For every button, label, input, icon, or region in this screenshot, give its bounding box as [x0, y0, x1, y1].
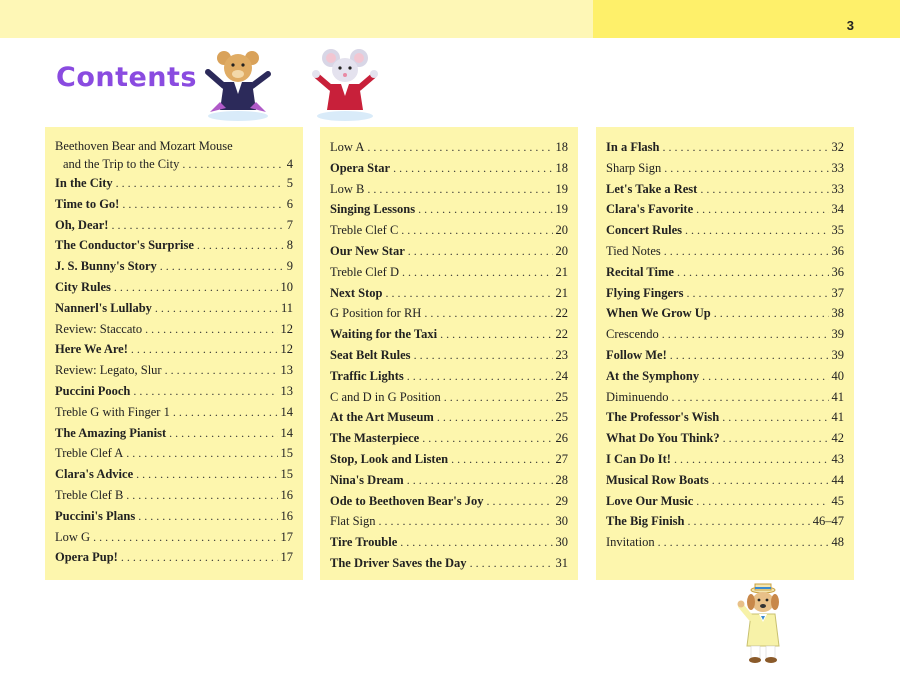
leader-dots	[136, 464, 277, 485]
bear-conductor-illustration	[200, 46, 276, 122]
toc-entry-page: 25	[555, 410, 568, 425]
toc-entry[interactable]	[330, 407, 568, 428]
toc-entry[interactable]	[55, 423, 293, 444]
toc-entry-title: Low B	[330, 181, 365, 196]
toc-entry[interactable]	[606, 303, 844, 324]
toc-entry[interactable]	[330, 220, 568, 241]
toc-entry-title: Traffic Lights	[330, 368, 404, 383]
leader-dots	[133, 381, 277, 402]
toc-entry-page: 45	[831, 493, 844, 508]
toc-entry[interactable]	[330, 553, 568, 574]
toc-entry-page: 21	[555, 285, 568, 300]
toc-entry-page: 27	[555, 451, 568, 466]
toc-column-2	[320, 127, 578, 580]
toc-entry-page: 21	[555, 264, 568, 279]
toc-entry-page: 42	[831, 431, 844, 446]
toc-entry-page: 38	[831, 306, 844, 321]
toc-entry[interactable]	[330, 366, 568, 387]
toc-entry[interactable]	[606, 241, 844, 262]
toc-entry-title: The Conductor's Surprise	[55, 238, 194, 253]
toc-entry-title: Opera Star	[330, 160, 391, 175]
toc-entry[interactable]	[606, 470, 844, 491]
toc-entry-page: 48	[831, 535, 844, 550]
leader-dots	[400, 532, 552, 553]
toc-entry[interactable]	[330, 303, 568, 324]
toc-entry-title: Flat Sign	[330, 514, 376, 529]
page-title: Contents	[56, 62, 198, 93]
toc-entry[interactable]	[55, 360, 293, 381]
toc-entry-title: When We Grow Up	[606, 306, 711, 321]
dog-illustration	[733, 582, 793, 664]
toc-entry[interactable]	[330, 449, 568, 470]
toc-entry-page: 7	[286, 217, 293, 232]
leader-dots	[685, 220, 828, 241]
toc-entry-page: 32	[831, 140, 844, 154]
leader-dots	[165, 360, 278, 381]
toc-entry[interactable]	[606, 179, 844, 200]
leader-dots	[122, 194, 283, 215]
toc-entry[interactable]	[330, 511, 568, 532]
toc-entry-title: Singing Lessons	[330, 202, 416, 217]
toc-entry[interactable]	[55, 485, 293, 506]
leader-dots	[414, 345, 553, 366]
toc-entry-page: 41	[831, 389, 844, 404]
leader-dots	[138, 506, 277, 527]
leader-dots	[664, 241, 829, 262]
leader-dots	[658, 532, 829, 553]
leader-dots	[407, 470, 553, 491]
toc-entry-page: 18	[555, 140, 568, 154]
toc-entry-page: 30	[555, 535, 568, 550]
toc-entry[interactable]	[55, 339, 293, 360]
toc-entry-title: Treble Clef C	[330, 223, 399, 238]
toc-entry[interactable]	[330, 283, 568, 304]
toc-entry-page: 19	[555, 181, 568, 196]
leader-dots	[116, 173, 284, 194]
leader-dots	[169, 423, 277, 444]
leader-dots	[379, 511, 553, 532]
toc-entry-page: 17	[280, 550, 293, 565]
toc-entry-page: 8	[286, 238, 293, 253]
toc-entry[interactable]	[606, 491, 844, 512]
toc-entry[interactable]	[55, 298, 293, 319]
leader-dots	[702, 366, 828, 387]
toc-entry-title: Waiting for the Taxi	[330, 327, 438, 342]
toc-entry-title: Puccini's Plans	[55, 508, 136, 523]
toc-entry[interactable]	[330, 324, 568, 345]
toc-entry-title: Flying Fingers	[606, 285, 684, 300]
toc-entry-title: G Position for RH	[330, 306, 422, 321]
toc-entry-page: 16	[280, 487, 293, 502]
leader-dots	[126, 485, 277, 506]
toc-entry[interactable]	[330, 199, 568, 220]
toc-entry-title: Review: Legato, Slur	[55, 363, 162, 378]
toc-entry-title: C and D in G Position	[330, 389, 441, 404]
toc-entry[interactable]	[55, 547, 293, 568]
leader-dots	[197, 235, 284, 256]
toc-entry[interactable]	[606, 407, 844, 428]
leader-dots	[696, 491, 828, 512]
leader-dots	[408, 241, 553, 262]
toc-entry-page: 9	[286, 259, 293, 274]
leader-dots	[670, 345, 829, 366]
toc-entry-title: Nina's Dream	[330, 472, 404, 487]
toc-entry-page: 20	[555, 243, 568, 258]
toc-entry-page: 30	[555, 514, 568, 529]
leader-dots	[674, 449, 829, 470]
toc-entry-title: Tire Trouble	[330, 535, 398, 550]
toc-entry[interactable]	[330, 158, 568, 179]
leader-dots	[700, 179, 828, 200]
toc-entry-title: Stop, Look and Listen	[330, 451, 449, 466]
toc-entry-page: 24	[555, 368, 568, 383]
toc-entry-title: The Big Finish	[606, 514, 685, 529]
toc-entry-title: Here We Are!	[55, 342, 128, 357]
toc-entry-page: 34	[831, 202, 844, 217]
toc-entry[interactable]	[606, 283, 844, 304]
leader-dots	[444, 387, 553, 408]
toc-entry[interactable]	[330, 491, 568, 512]
toc-entry[interactable]	[606, 199, 844, 220]
toc-entry-title: Oh, Dear!	[55, 217, 109, 232]
leader-dots	[664, 158, 828, 179]
leader-dots	[126, 443, 277, 464]
toc-entry-page: 25	[555, 389, 568, 404]
toc-entry[interactable]	[606, 324, 844, 345]
leader-dots	[688, 511, 810, 532]
toc-entry-page: 29	[555, 493, 568, 508]
leader-dots	[367, 137, 552, 158]
toc-entry-title: The Driver Saves the Day	[330, 555, 467, 570]
leader-dots	[155, 298, 278, 319]
toc-entry-title: Our New Star	[330, 243, 405, 258]
toc-entry-title: Review: Staccato	[55, 321, 143, 336]
leader-dots	[722, 407, 828, 428]
leader-dots	[451, 449, 552, 470]
toc-entry-page: 37	[831, 285, 844, 300]
toc-entry-title: Low A	[330, 140, 365, 154]
toc-entry-page: 11	[280, 300, 293, 315]
toc-entry-page: 43	[831, 451, 844, 466]
toc-entry-title: The Masterpiece	[330, 431, 420, 446]
toc-entry-page: 13	[280, 363, 293, 378]
leader-dots	[145, 319, 277, 340]
leader-dots	[111, 215, 283, 236]
leader-dots	[182, 155, 283, 173]
leader-dots	[672, 387, 829, 408]
toc-entry-title: Crescendo	[606, 327, 659, 342]
toc-entry[interactable]	[330, 532, 568, 553]
toc-entry-title: Concert Rules	[606, 223, 683, 238]
toc-entry-title: Time to Go!	[55, 196, 120, 211]
leader-dots	[401, 220, 552, 241]
toc-entry[interactable]	[606, 511, 844, 532]
toc-entry-title: At the Symphony	[606, 368, 700, 383]
toc-entry[interactable]	[330, 345, 568, 366]
leader-dots	[121, 547, 278, 568]
toc-entry-title: Seat Belt Rules	[330, 347, 411, 362]
toc-entry-page: 14	[280, 404, 293, 419]
toc-entry-page: 10	[280, 279, 293, 294]
toc-entry-title: Let's Take a Rest	[606, 181, 698, 196]
toc-entry[interactable]	[330, 470, 568, 491]
leader-dots	[686, 283, 828, 304]
toc-entry[interactable]	[55, 443, 293, 464]
toc-entry[interactable]	[55, 402, 293, 423]
leader-dots	[173, 402, 278, 423]
mouse-illustration	[309, 46, 381, 122]
toc-entry-page: 15	[280, 467, 293, 482]
leader-dots	[723, 428, 829, 449]
toc-entry-page: 36	[831, 243, 844, 258]
leader-dots	[663, 137, 829, 158]
leader-dots	[437, 407, 553, 428]
toc-entry[interactable]	[55, 506, 293, 527]
toc-entry-title: In a Flash	[606, 140, 660, 154]
toc-entry-page: 41	[831, 410, 844, 425]
toc-entry[interactable]	[606, 449, 844, 470]
toc-entry-page: 28	[555, 472, 568, 487]
toc-entry-title: Clara's Advice	[55, 467, 134, 482]
leader-dots	[418, 199, 552, 220]
toc-entry[interactable]	[606, 158, 844, 179]
toc-entry-title: Ode to Beethoven Bear's Joy	[330, 493, 484, 508]
leader-dots	[367, 179, 552, 200]
toc-entry-title: Love Our Music	[606, 493, 694, 508]
toc-entry[interactable]	[55, 235, 293, 256]
toc-entry-page: 46–47	[812, 514, 844, 529]
toc-entry-title: Treble G with Finger 1	[55, 404, 170, 419]
toc-entry[interactable]	[55, 464, 293, 485]
toc-entry-page: 31	[555, 555, 568, 570]
toc-column-3	[596, 127, 854, 580]
toc-entry-title: J. S. Bunny's Story	[55, 259, 157, 274]
toc-entry[interactable]	[55, 194, 293, 215]
toc-entry[interactable]	[330, 179, 568, 200]
toc-entry-page: 39	[831, 327, 844, 342]
toc-entry-title: Low G	[55, 529, 91, 544]
toc-entry-title: What Do You Think?	[606, 431, 720, 446]
toc-entry-title: In the City	[55, 176, 113, 190]
toc-entry-page: 44	[831, 472, 844, 487]
toc-entry[interactable]	[330, 428, 568, 449]
toc-entry-title: Nannerl's Lullaby	[55, 300, 152, 315]
leader-dots	[712, 470, 829, 491]
toc-entry[interactable]	[55, 527, 293, 548]
toc-entry-page: 40	[831, 368, 844, 383]
toc-entry-title: The Professor's Wish	[606, 410, 720, 425]
leader-dots	[393, 158, 552, 179]
toc-entry-page: 39	[831, 347, 844, 362]
toc-entry[interactable]	[55, 173, 293, 194]
toc-entry[interactable]	[330, 387, 568, 408]
toc-entry-page: 14	[280, 425, 293, 440]
leader-dots	[424, 303, 552, 324]
leader-dots	[422, 428, 552, 449]
leader-dots	[677, 262, 829, 283]
toc-entry-page: 12	[280, 321, 293, 336]
toc-entry-title: Next Stop	[330, 285, 383, 300]
toc-entry[interactable]	[606, 262, 844, 283]
toc-entry-title: Treble Clef B	[55, 487, 124, 502]
toc-entry-title: Clara's Favorite	[606, 202, 694, 217]
toc-entry[interactable]	[330, 262, 568, 283]
leader-dots	[662, 324, 829, 345]
leader-dots	[486, 491, 552, 512]
leader-dots	[714, 303, 829, 324]
toc-entry[interactable]	[606, 428, 844, 449]
toc-entry-title: Tied Notes	[606, 243, 661, 258]
toc-entry-page: 18	[555, 160, 568, 175]
leader-dots	[440, 324, 552, 345]
toc-entry-page: 16	[280, 508, 293, 523]
toc-entry[interactable]	[55, 277, 293, 298]
leader-dots	[696, 199, 828, 220]
toc-entry[interactable]	[55, 381, 293, 402]
toc-entry-page: 35	[831, 223, 844, 238]
toc-entry-page: 6	[286, 196, 293, 211]
toc-entry[interactable]	[606, 137, 844, 158]
toc-entry-title-continued: and the Trip to the City	[63, 157, 180, 171]
toc-entry-page: 4	[286, 157, 293, 171]
toc-entry-title: Beethoven Bear and Mozart Mouse	[55, 139, 233, 153]
leader-dots	[93, 527, 277, 548]
toc-entry-page: 17	[280, 529, 293, 544]
toc-entry[interactable]	[55, 215, 293, 236]
toc-entry-page: 13	[280, 383, 293, 398]
leader-dots	[385, 283, 552, 304]
leader-dots	[407, 366, 553, 387]
toc-column-1	[45, 127, 303, 580]
toc-entry-page: 22	[555, 306, 568, 321]
leader-dots	[114, 277, 278, 298]
toc-entry[interactable]	[55, 319, 293, 340]
leader-dots	[131, 339, 278, 360]
toc-entry-title: Treble Clef D	[330, 264, 399, 279]
toc-entry[interactable]	[606, 532, 844, 553]
toc-entry[interactable]	[606, 387, 844, 408]
toc-entry[interactable]	[330, 137, 568, 158]
toc-entry[interactable]	[606, 345, 844, 366]
toc-entry-title: Musical Row Boats	[606, 472, 709, 487]
toc-entry-title: Follow Me!	[606, 347, 667, 362]
toc-entry-title: At the Art Museum	[330, 410, 434, 425]
toc-entry-title: Sharp Sign	[606, 160, 662, 175]
page-number: 3	[846, 18, 854, 33]
toc-entry-page: 26	[555, 431, 568, 446]
toc-entry-title: Invitation	[606, 535, 655, 550]
leader-dots	[160, 256, 284, 277]
toc-entry[interactable]	[330, 241, 568, 262]
toc-entry-page: 22	[555, 327, 568, 342]
toc-entry-page: 36	[831, 264, 844, 279]
toc-entry-title: The Amazing Pianist	[55, 425, 167, 440]
toc-entry-title: Puccini Pooch	[55, 383, 131, 398]
toc-entry-title: I Can Do It!	[606, 451, 671, 466]
toc-entry-page: 19	[555, 202, 568, 217]
toc-entry-page: 12	[280, 342, 293, 357]
toc-entry[interactable]	[606, 366, 844, 387]
toc-entry-page: 23	[555, 347, 568, 362]
toc-entry[interactable]	[606, 220, 844, 241]
toc-entry-title: City Rules	[55, 279, 111, 294]
toc-entry-page: 33	[831, 160, 844, 175]
leader-dots	[470, 553, 553, 574]
toc-entry-page: 20	[555, 223, 568, 238]
toc-entry-title: Diminuendo	[606, 389, 669, 404]
toc-entry[interactable]	[55, 137, 293, 173]
toc-entry-title: Opera Pup!	[55, 550, 118, 565]
toc-entry-page: 5	[286, 176, 293, 190]
toc-entry-title: Recital Time	[606, 264, 674, 279]
toc-entry-page: 15	[280, 446, 293, 461]
toc-entry-page: 33	[831, 181, 844, 196]
leader-dots	[402, 262, 553, 283]
toc-entry-title: Treble Clef A	[55, 446, 124, 461]
toc-entry[interactable]	[55, 256, 293, 277]
